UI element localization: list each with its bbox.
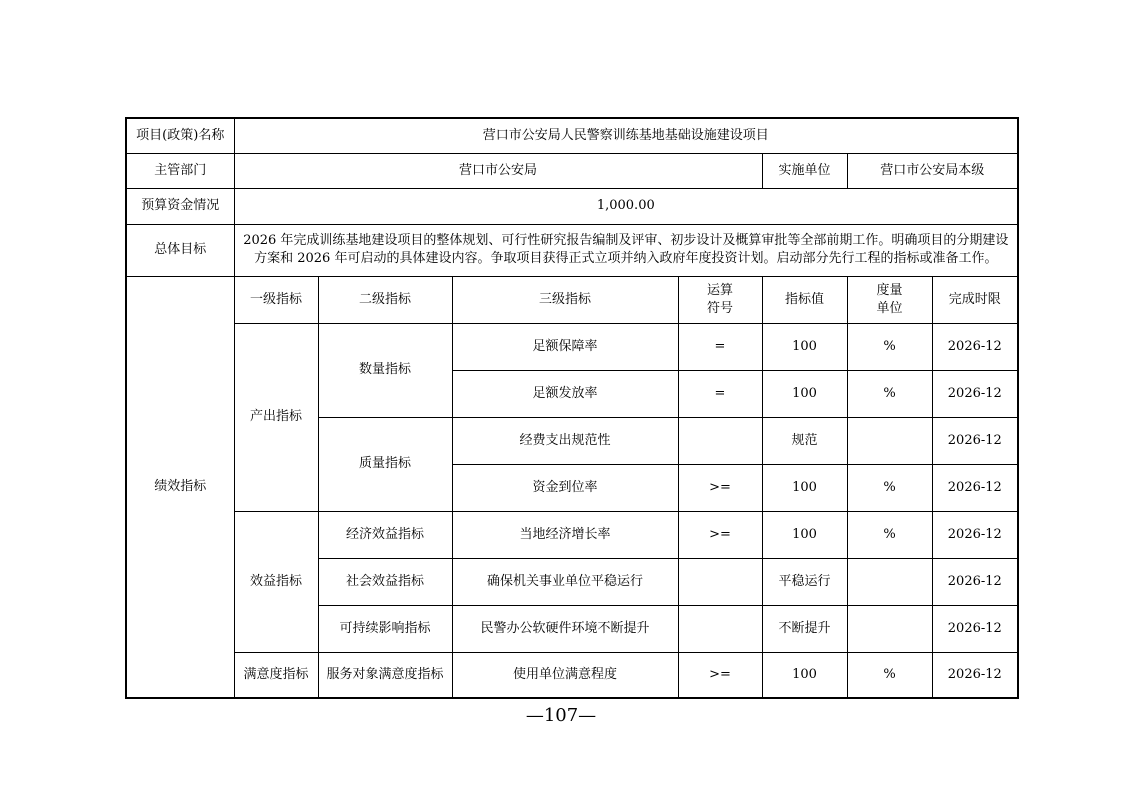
group-satisfaction: 满意度指标 bbox=[234, 652, 318, 698]
col-level3-header: 三级指标 bbox=[452, 276, 678, 323]
indicator-cell: 确保机关事业单位平稳运行 bbox=[452, 558, 678, 605]
unit-cell: % bbox=[847, 511, 932, 558]
subgroup-economic: 经济效益指标 bbox=[318, 511, 452, 558]
deadline-cell: 2026-12 bbox=[932, 370, 1018, 417]
department-label: 主管部门 bbox=[126, 153, 234, 188]
unit-header-line1: 度量 bbox=[876, 282, 903, 298]
operator-cell: >= bbox=[678, 511, 762, 558]
unit-cell: % bbox=[847, 652, 932, 698]
unit-header-line2: 单位 bbox=[876, 300, 903, 316]
subgroup-quantity: 数量指标 bbox=[318, 323, 452, 417]
indicator-cell: 资金到位率 bbox=[452, 464, 678, 511]
value-cell: 100 bbox=[762, 370, 847, 417]
col-unit-header bbox=[847, 276, 932, 323]
operator-header-line2: 符号 bbox=[706, 300, 733, 316]
table-row bbox=[126, 652, 1018, 698]
value-cell: 100 bbox=[762, 323, 847, 370]
operator-cell: >= bbox=[678, 464, 762, 511]
operator-cell: = bbox=[678, 323, 762, 370]
col-deadline-header: 完成时限 bbox=[932, 276, 1018, 323]
unit-cell: % bbox=[847, 370, 932, 417]
unit-cell bbox=[847, 605, 932, 652]
goal-label: 总体目标 bbox=[126, 224, 234, 276]
unit-cell bbox=[847, 417, 932, 464]
deadline-cell: 2026-12 bbox=[932, 323, 1018, 370]
indicator-cell: 足额保障率 bbox=[452, 323, 678, 370]
deadline-cell: 2026-12 bbox=[932, 558, 1018, 605]
budget-value: 1,000.00 bbox=[234, 188, 1018, 224]
page-number: —107— bbox=[525, 705, 597, 726]
unit-cell: % bbox=[847, 464, 932, 511]
project-name-value: 营口市公安局人民警察训练基地基础设施建设项目 bbox=[234, 118, 1018, 153]
value-cell: 平稳运行 bbox=[762, 558, 847, 605]
unit-cell bbox=[847, 558, 932, 605]
implementing-unit-label: 实施单位 bbox=[762, 153, 847, 188]
col-level2-header: 二级指标 bbox=[318, 276, 452, 323]
operator-header-line1: 运算 bbox=[706, 282, 733, 298]
indicator-cell: 民警办公软硬件环境不断提升 bbox=[452, 605, 678, 652]
indicator-cell: 当地经济增长率 bbox=[452, 511, 678, 558]
value-cell: 不断提升 bbox=[762, 605, 847, 652]
indicator-cell: 经费支出规范性 bbox=[452, 417, 678, 464]
performance-table bbox=[125, 117, 1019, 699]
indicator-cell: 使用单位满意程度 bbox=[452, 652, 678, 698]
budget-label: 预算资金情况 bbox=[126, 188, 234, 224]
operator-cell: = bbox=[678, 370, 762, 417]
group-output: 产出指标 bbox=[234, 323, 318, 511]
deadline-cell: 2026-12 bbox=[932, 511, 1018, 558]
deadline-cell: 2026-12 bbox=[932, 417, 1018, 464]
col-operator-header bbox=[678, 276, 762, 323]
subgroup-sustainable: 可持续影响指标 bbox=[318, 605, 452, 652]
group-benefit: 效益指标 bbox=[234, 511, 318, 652]
implementing-unit-value: 营口市公安局本级 bbox=[847, 153, 1018, 188]
operator-cell bbox=[678, 558, 762, 605]
value-cell: 100 bbox=[762, 511, 847, 558]
indicator-cell: 足额发放率 bbox=[452, 370, 678, 417]
operator-cell bbox=[678, 417, 762, 464]
table-row bbox=[126, 323, 1018, 370]
project-row bbox=[126, 118, 1018, 153]
budget-row bbox=[126, 188, 1018, 224]
deadline-cell: 2026-12 bbox=[932, 605, 1018, 652]
value-cell: 100 bbox=[762, 464, 847, 511]
goal-text: 2026 年完成训练基地建设项目的整体规划、可行性研究报告编制及评审、初步设计及概算审批等全部前期工作。明确项目的分期建设方案和 2026 年可启动的具体建设内容。争取项目获得正式立项并纳入政府年度投资计划。启动部分先行工程的指标或准备工作。 bbox=[234, 224, 1018, 276]
deadline-cell: 2026-12 bbox=[932, 652, 1018, 698]
indicator-header-row bbox=[126, 276, 1018, 323]
col-level1-header: 一级指标 bbox=[234, 276, 318, 323]
operator-cell bbox=[678, 605, 762, 652]
project-name-label: 项目(政策)名称 bbox=[126, 118, 234, 153]
department-row bbox=[126, 153, 1018, 188]
col-value-header: 指标值 bbox=[762, 276, 847, 323]
subgroup-service: 服务对象满意度指标 bbox=[318, 652, 452, 698]
deadline-cell: 2026-12 bbox=[932, 464, 1018, 511]
operator-cell: >= bbox=[678, 652, 762, 698]
value-cell: 规范 bbox=[762, 417, 847, 464]
table-row bbox=[126, 511, 1018, 558]
performance-label: 绩效指标 bbox=[126, 276, 234, 698]
goal-row bbox=[126, 224, 1018, 276]
subgroup-social: 社会效益指标 bbox=[318, 558, 452, 605]
unit-cell: % bbox=[847, 323, 932, 370]
value-cell: 100 bbox=[762, 652, 847, 698]
department-value: 营口市公安局 bbox=[234, 153, 762, 188]
subgroup-quality: 质量指标 bbox=[318, 417, 452, 511]
